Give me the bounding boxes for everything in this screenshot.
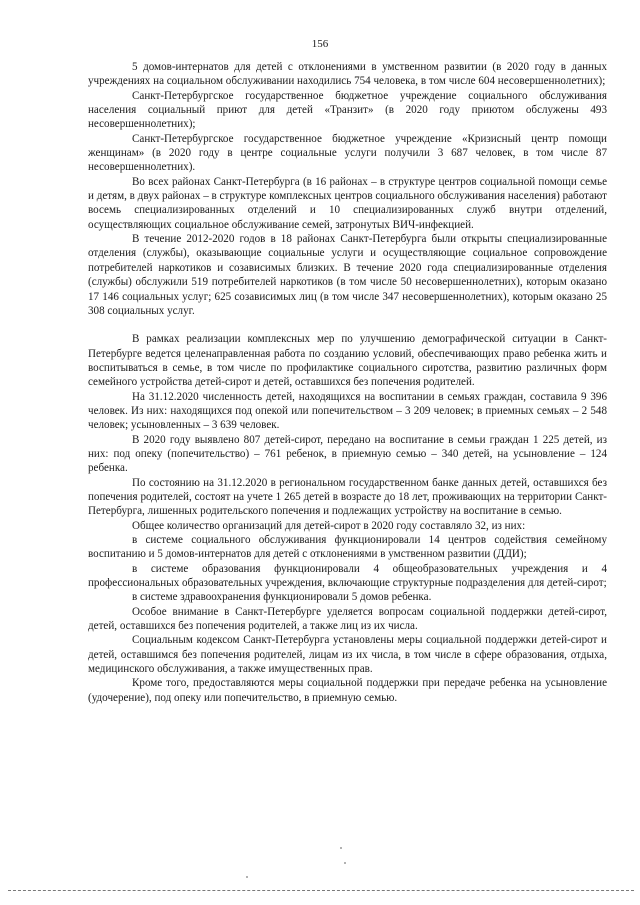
- paragraph-7: На 31.12.2020 численность детей, находящихся на воспитании в семьях граждан, составила 9 396 человек. Из них: находящихся под опекой или попечительством – 3 209 человек; в приемных семьях – 2 548 человек; усыновленных – 3 639 человек.: [88, 390, 607, 432]
- footer-rule: [8, 890, 634, 891]
- paragraph-2: Санкт-Петербургское государственное бюджетное учреждение социального обслуживания населения социальный приют для детей «Транзит» (в 2020 году приютом обслужены 493 несовершеннолетних);: [88, 89, 607, 131]
- scan-speck: [344, 862, 346, 864]
- paragraph-15: Социальным кодексом Санкт-Петербурга установлены меры социальной поддержки детей-сирот и детей, оставшимся без попечения родителей, лицам из их числа, в том числе в сфере образования, отдыха, медицинского обслуживания, а также имущественных прав.: [88, 634, 607, 676]
- paragraph-9: По состоянию на 31.12.2020 в региональном государственном банке данных детей, оставшихся без попечения родителей, состоят на учете 1 265 детей в возрасте до 18 лет, проживающих на территории Санкт-Петербурга, лишенных родительского попечения и подлежащих устройству на воспитание в семью.: [88, 476, 607, 518]
- scan-speck: [246, 876, 248, 878]
- paragraph-12: в системе образования функционировали 4 общеобразовательных учреждения и 4 профессиональных образовательных учреждения, включающие структурные подразделения для детей-сирот;: [88, 562, 607, 590]
- page-number: 156: [311, 38, 329, 50]
- paragraph-10: Общее количество организаций для детей-сирот в 2020 году составляло 32, из них:: [132, 519, 526, 532]
- document-body: [88, 60, 607, 705]
- paragraph-11: в системе социального обслуживания функционировали 14 центров содействия семейному воспитанию и 5 домов-интернатов для детей с отклонениями в умственном развитии (ДДИ);: [88, 534, 607, 561]
- paragraph-8: В 2020 году выявлено 807 детей-сирот, передано на воспитание в семьи граждан 1 225 детей, из них: под опеку (попечительство) – 761 ребенок, в приемную семью – 340 детей, на усыновление – 124 ребенка.: [88, 433, 607, 475]
- scan-speck: [340, 847, 342, 849]
- paragraph-3: Санкт-Петербургское государственное бюджетное учреждение «Кризисный центр помощи женщинам» (в 2020 году в центре социальные услуги получили 3 687 человек, в том числе 87 несовершеннолетних).: [88, 132, 607, 174]
- paragraph-14: Особое внимание в Санкт-Петербурге уделяется вопросам социальной поддержки детей-сирот, детей, оставшихся без попечения родителей, а также лиц из их числа.: [88, 605, 607, 633]
- paragraph-13: в системе здравоохранения функционировали 5 домов ребенка.: [132, 591, 432, 604]
- paragraph-6: В рамках реализации комплексных мер по улучшению демографической ситуации в Санкт-Петербурге ведется целенаправленная работа по созданию условий, обеспечивающих право ребенка жить и воспитываться в семье, в том числе по профилактике социального сиротства, развитию различных форм семейного устройства детей-сирот и детей, оставшихся без попечения родителей.: [88, 333, 607, 389]
- paragraph-5: В течение 2012-2020 годов в 18 районах Санкт-Петербурга были открыты специализированные отделения (службы), оказывающие социальные услуги и осуществляющие социальное сопровождение потребителей наркотиков и созависимых близких. В течение 2020 года специализированные отделения (службы) обслужили 519 потребителей наркотиков (в том числе 50 несовершеннолетних), которым оказано 17 146 социальных услуг; 625 созависимых лиц (в том числе 347 несовершеннолетних), которым оказано 25 308 социальных услуг.: [88, 233, 607, 317]
- paragraph-1: 5 домов-интернатов для детей с отклонениями в умственном развитии (в 2020 году в данных учреждениях на социальном обслуживании находились 754 человека, в том числе 604 несовершеннолетних);: [88, 61, 607, 88]
- paragraph-16: Кроме того, предоставляются меры социальной поддержки при передаче ребенка на усыновление (удочерение), под опеку или попечительство, в приемную семью.: [88, 677, 607, 704]
- paragraph-4: Во всех районах Санкт-Петербурга (в 16 районах – в структуре центров социальной помощи семье и детям, в двух районах – в структуре комплексных центров социального обслуживания населения) работают восемь специализированных отделений и 10 специализированных служб внутри отделений, осуществляющих социальное обслуживание семей, затронутых ВИЧ-инфекцией.: [88, 175, 607, 231]
